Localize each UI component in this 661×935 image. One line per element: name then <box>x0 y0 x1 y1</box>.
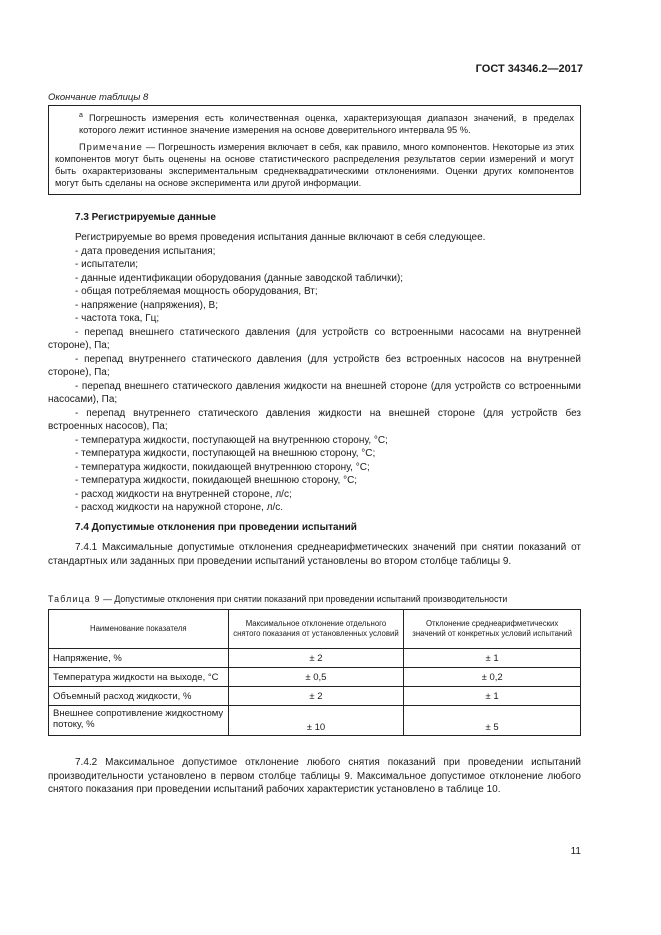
row-value-mean: ± 1 <box>404 649 581 668</box>
table-continuation-label: Окончание таблицы 8 <box>48 92 149 103</box>
table-row <box>49 649 581 668</box>
document-header: ГОСТ 34346.2—2017 <box>475 63 583 75</box>
list-item: - данные идентификации оборудования (данные заводской таблички); <box>75 272 404 284</box>
header-indicator: Наименование показателя <box>49 610 229 649</box>
footnote-text: Погрешность измерения есть количественная оценка, характеризующая диапазон значений, в пределах которого лежит истинное значение измерения на основе доверительного интервала 95 %. <box>79 113 574 136</box>
list-item: - расход жидкости на наружной стороне, л/с. <box>75 502 284 513</box>
section-7-3-intro: Регистрируемые во время проведения испытания данные включают в себя следующее. <box>75 232 486 243</box>
section-7-4-1 <box>48 541 581 568</box>
list-item: - перепад внутреннего статического давления жидкости на внешней стороне (для устройств без встроенных насосов), Па; <box>48 407 581 432</box>
list-item: - температура жидкости, покидающей внешнюю сторону, °С; <box>75 475 358 486</box>
paragraph-7-4-2: 7.4.2 Максимальное допустимое отклонение любого снятия показаний при проведении испытаний производительности установлено в первом столбце таблицы 9. Максимальное допустимое отклонение любого снятого показания при проведении испытаний рабочих характеристик установлено в таблице 10. <box>48 757 581 795</box>
row-value-mean: ± 1 <box>404 687 581 706</box>
list-item: - температура жидкости, поступающей на внутреннюю сторону, °С; <box>75 434 388 446</box>
footnote-mark: a <box>79 112 83 119</box>
row-value-mean: ± 0,2 <box>404 668 581 687</box>
list-item: - общая потребляемая мощность оборудования, Вт; <box>75 286 318 297</box>
row-label: Напряжение, % <box>49 649 229 668</box>
recorded-data-list <box>48 245 581 515</box>
page-number: 11 <box>570 846 581 857</box>
table-row <box>49 687 581 706</box>
section-7-3-body <box>48 231 581 515</box>
row-value-max: ± 0,5 <box>228 668 404 687</box>
row-value-max: ± 10 <box>228 706 404 736</box>
list-item: - перепад внешнего статического давления (для устройств со встроенными насосами на внутренней стороне), Па; <box>48 326 581 351</box>
header-max-deviation: Максимальное отклонение отдельного снятого показания от установленных условий <box>228 610 404 649</box>
section-7-3-title: 7.3 Регистрируемые данные <box>75 212 216 223</box>
footnote <box>79 110 574 136</box>
note-text: — Погрешность измерения включает в себя, как правило, много компонентов. Некоторые из этих компонентов могут быть оценены на основе статистического распределения результатов серии измерений и могут быть охарактеризованы экспериментальным среднеквадратическими отклонениями. Оценки других компонентов могут быть сделаны на основе эксперимента или другой информации. <box>55 142 574 189</box>
list-item: - перепад внутреннего статического давления (для устройств без встроенных насосов на внутренней стороне), Па; <box>48 353 581 378</box>
list-item: - расход жидкости на внутренней стороне, л/с; <box>75 488 292 500</box>
list-item: - испытатели; <box>75 259 139 270</box>
list-item: - частота тока, Гц; <box>75 313 160 324</box>
paragraph-7-4-1: 7.4.1 Максимальные допустимые отклонения среднеарифметических значений при снятии показаний от стандартных или заданных при проведении испытаний установлены во втором столбце таблицы 9. <box>48 542 581 567</box>
note-label: Примечание <box>79 142 143 153</box>
header-mean-deviation: Отклонение среднеарифметических значений от конкретных условий испытаний <box>404 610 581 649</box>
table-9-label: Таблица 9 <box>48 594 101 604</box>
notes-box <box>48 105 581 195</box>
section-7-4-title: 7.4 Допустимые отклонения при проведении испытаний <box>75 522 357 533</box>
table-header-row <box>49 610 581 649</box>
table-9-caption-text: — Допустимые отклонения при снятии показаний при проведении испытаний производительности <box>100 594 508 604</box>
table-row <box>49 668 581 687</box>
list-item: - температура жидкости, поступающей на внешнюю сторону, °С; <box>75 448 376 459</box>
row-label: Внешнее сопротивление жидкостному потоку, % <box>49 706 229 736</box>
list-item: - дата проведения испытания; <box>75 245 216 257</box>
note <box>55 141 574 189</box>
row-value-mean: ± 5 <box>404 706 581 736</box>
row-value-max: ± 2 <box>228 649 404 668</box>
row-label: Объемный расход жидкости, % <box>49 687 229 706</box>
section-7-4-2 <box>48 756 581 797</box>
list-item: - температура жидкости, покидающей внутреннюю сторону, °С; <box>75 461 370 473</box>
table-row <box>49 706 581 736</box>
table-9 <box>48 609 581 736</box>
list-item: - перепад внешнего статического давления жидкости на внешней стороне (для устройств со встроенными насосами), Па; <box>48 380 581 405</box>
row-value-max: ± 2 <box>228 687 404 706</box>
row-label: Температура жидкости на выходе, °С <box>49 668 229 687</box>
list-item: - напряжение (напряжения), В; <box>75 299 218 311</box>
table-9-caption <box>48 594 507 604</box>
